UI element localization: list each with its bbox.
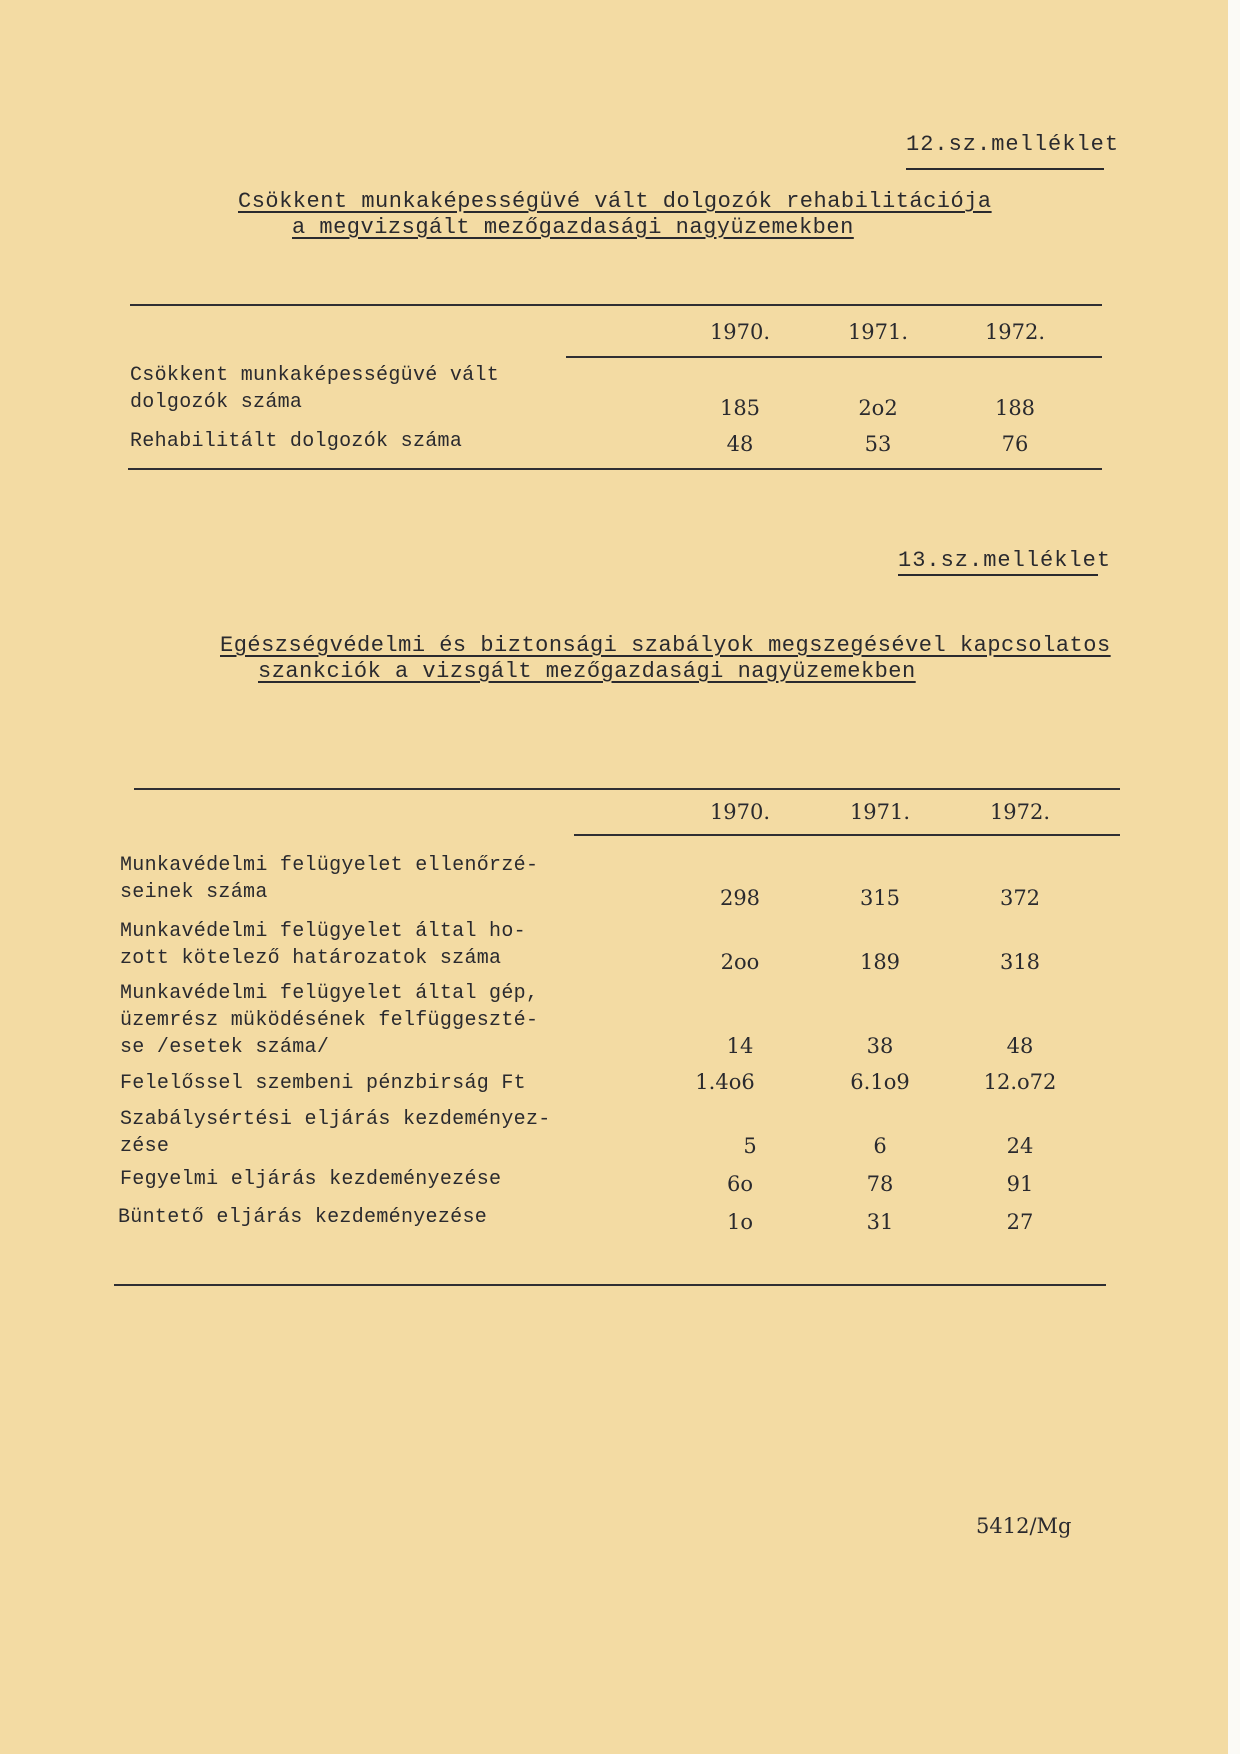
table2-top-rule: [134, 788, 1120, 790]
table2-year-1971: 1971.: [849, 800, 911, 824]
table2-row-label: Munkavédelmi felügyelet ellenőrzé- seinek száma: [120, 854, 539, 904]
table2-cell: 12.o72: [983, 1070, 1057, 1094]
table2-header-rule: [574, 834, 1120, 836]
scan-edge: [1228, 0, 1240, 1754]
table2-cell: 2oo: [720, 950, 760, 974]
table2-row-label: Munkavédelmi felügyelet által gép, üzemrész müködésének felfüggeszté- se /esetek száma/: [120, 982, 539, 1059]
table1-title-line2: a megvizsgált mezőgazdasági nagyüzemekben: [292, 215, 854, 240]
table2-cell: 6: [873, 1134, 887, 1158]
table2-cell: 318: [999, 950, 1041, 974]
table2-row-label: Munkavédelmi felügyelet által ho- zott kötelező határozatok száma: [120, 920, 526, 970]
table2-row-label: Szabálysértési eljárás kezdeményez- zése: [120, 1108, 551, 1158]
table1-row-label: Rehabilitált dolgozók száma: [130, 430, 463, 453]
table2-cell: 1o: [726, 1210, 753, 1234]
table2-title-line2: szankciók a vizsgált mezőgazdasági nagyüzemekben: [258, 659, 916, 684]
table1-cell: 53: [864, 432, 892, 456]
document-code: 5412/Mg: [976, 1514, 1072, 1538]
table1-year-1972: 1972.: [984, 320, 1046, 344]
table2-cell: 315: [859, 886, 901, 910]
table2-cell: 27: [1006, 1210, 1034, 1234]
annex-13-underline: [898, 574, 1098, 576]
table2-cell: 91: [1006, 1172, 1034, 1196]
table2-row-label: Felelőssel szembeni pénzbirság Ft: [120, 1072, 526, 1095]
table2-year-1970: 1970.: [709, 800, 771, 824]
table2-cell: 48: [1006, 1034, 1034, 1058]
table1-cell: 2o2: [858, 396, 898, 420]
table1-cell: 188: [994, 396, 1036, 420]
table1-bottom-rule: [128, 468, 1102, 470]
table2-row-label: Fegyelmi eljárás kezdeményezése: [120, 1168, 502, 1191]
table1-top-rule: [130, 304, 1102, 306]
table1-cell: 48: [726, 432, 754, 456]
table2-cell: 1.4o6: [695, 1070, 755, 1094]
table2-cell: 372: [999, 886, 1041, 910]
annex-12-underline: [906, 168, 1104, 170]
table1-cell: 185: [719, 396, 761, 420]
table1-title-line1: Csökkent munkaképességüvé vált dolgozók rehabilitációja: [238, 189, 992, 214]
table2-cell: 24: [1006, 1134, 1034, 1158]
table2-cell: 5: [743, 1134, 757, 1158]
table2-cell: 78: [866, 1172, 894, 1196]
table1-year-1971: 1971.: [847, 320, 909, 344]
table2-cell: 189: [859, 950, 901, 974]
table2-cell: 6o: [726, 1172, 753, 1196]
table1-header-rule: [566, 356, 1102, 358]
table2-cell: 38: [866, 1034, 894, 1058]
table1-row-label: Csökkent munkaképességüvé vált dolgozók száma: [130, 364, 500, 414]
table2-bottom-rule: [114, 1284, 1106, 1286]
table1-year-1970: 1970.: [709, 320, 771, 344]
annex-13-label: 13.sz.melléklet: [898, 548, 1112, 573]
table2-cell: 298: [719, 886, 761, 910]
table2-row-label: Büntető eljárás kezdeményezése: [118, 1206, 488, 1229]
table2-year-1972: 1972.: [989, 800, 1051, 824]
table2-cell: 31: [866, 1210, 894, 1234]
annex-12-label: 12.sz.melléklet: [906, 132, 1120, 157]
table2-cell: 14: [726, 1034, 754, 1058]
table2-title-line1: Egészségvédelmi és biztonsági szabályok megszegésével kapcsolatos: [220, 633, 1111, 658]
table1-cell: 76: [1001, 432, 1029, 456]
table2-cell: 6.1o9: [850, 1070, 910, 1094]
